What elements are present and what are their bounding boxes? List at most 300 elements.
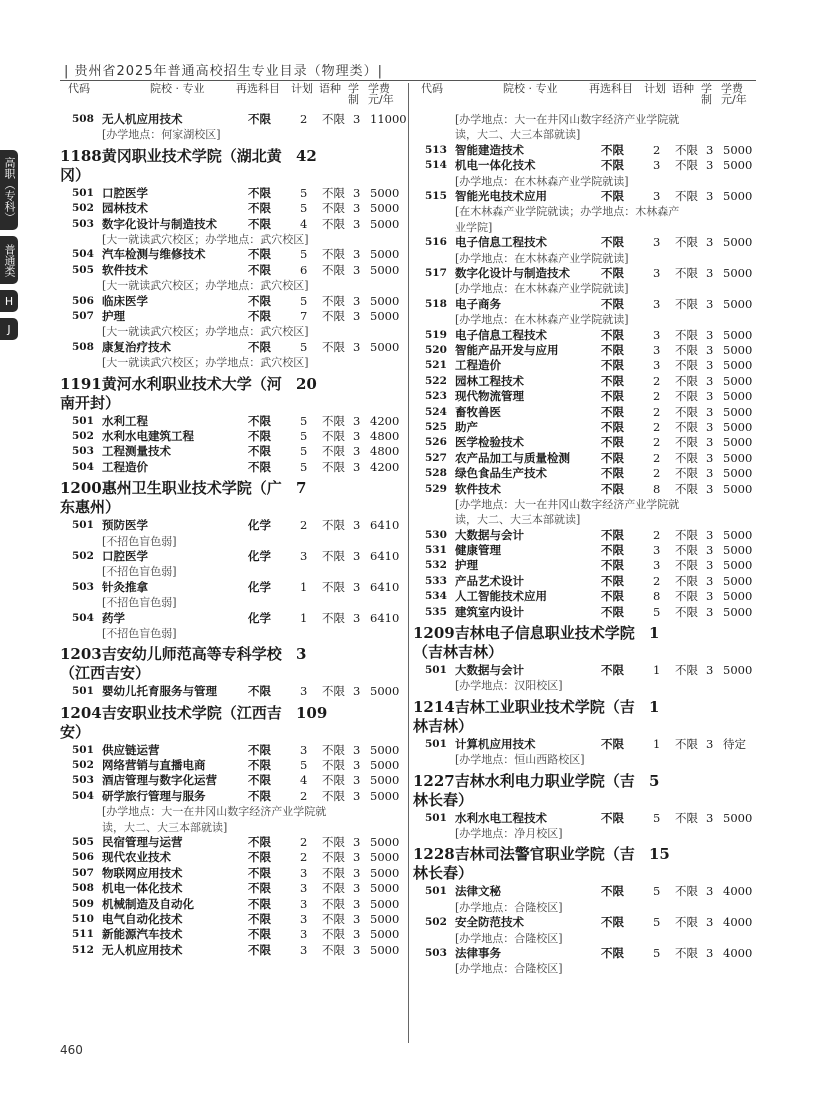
school-title bbox=[413, 845, 643, 883]
subject-requirement: 不限 bbox=[601, 604, 624, 619]
subject-requirement: 不限 bbox=[248, 850, 271, 865]
plan-count: 1 bbox=[653, 663, 661, 678]
major-note: [在木林森产业学院就读；办学地点：木林森产业学院] bbox=[455, 205, 680, 234]
years-of-study: 3 bbox=[353, 773, 361, 788]
school-plan: 20 bbox=[296, 374, 317, 393]
tuition-fee: 5000 bbox=[723, 663, 753, 678]
plan-count: 2 bbox=[653, 404, 661, 419]
major-name: 护理 bbox=[455, 558, 478, 573]
language: 不限 bbox=[675, 915, 698, 930]
major-note: [大一就读武穴校区；办学地点：武穴校区] bbox=[102, 356, 309, 370]
years-of-study: 3 bbox=[706, 266, 714, 280]
tuition-fee: 5000 bbox=[370, 942, 400, 957]
major-note: [办学地点：在木林森产业学院就读] bbox=[455, 313, 629, 327]
tuition-fee: 5000 bbox=[723, 296, 753, 311]
major-code: 506 bbox=[72, 294, 94, 307]
language: 不限 bbox=[322, 927, 345, 942]
school-plan: 1 bbox=[649, 697, 660, 716]
table-row bbox=[413, 558, 758, 573]
subject-requirement: 化学 bbox=[248, 579, 271, 594]
subject-requirement: 不限 bbox=[601, 189, 624, 203]
language: 不限 bbox=[675, 296, 698, 311]
language: 不限 bbox=[675, 235, 698, 250]
tuition-fee: 5000 bbox=[370, 308, 400, 323]
major-name: 针灸推拿 bbox=[102, 579, 148, 594]
major-code: 525 bbox=[425, 420, 447, 433]
plan-count: 3 bbox=[300, 927, 308, 942]
plan-count: 2 bbox=[653, 373, 661, 388]
school-code: 1228 bbox=[413, 845, 455, 864]
tuition-fee: 5000 bbox=[723, 404, 753, 419]
plan-count: 3 bbox=[653, 558, 661, 573]
plan-count: 3 bbox=[653, 158, 661, 173]
subject-requirement: 不限 bbox=[248, 773, 271, 788]
subject-requirement: 不限 bbox=[601, 358, 624, 373]
table-row bbox=[413, 297, 758, 312]
language: 不限 bbox=[322, 773, 345, 788]
table-row bbox=[60, 247, 405, 262]
major-note: [大一就读武穴校区；办学地点：武穴校区] bbox=[102, 325, 309, 339]
tuition-fee: 5000 bbox=[723, 604, 753, 619]
major-note: [办学地点：大一在井冈山数字经济产业学院就读，大二、大三本部就读] bbox=[455, 497, 680, 527]
language: 不限 bbox=[675, 342, 698, 357]
school-heading bbox=[60, 479, 405, 517]
school-plan: 7 bbox=[296, 479, 307, 498]
years-of-study: 3 bbox=[353, 835, 361, 850]
language: 不限 bbox=[322, 518, 345, 533]
subject-requirement: 不限 bbox=[248, 758, 271, 773]
subject-requirement: 不限 bbox=[601, 663, 624, 678]
major-name: 农产品加工与质量检测 bbox=[455, 450, 570, 465]
language: 不限 bbox=[322, 850, 345, 865]
plan-count: 2 bbox=[653, 389, 661, 404]
major-code: 523 bbox=[425, 390, 447, 403]
col-major: 院校 · 专业 bbox=[150, 82, 205, 95]
tuition-fee: 5000 bbox=[723, 142, 753, 157]
school-plan: 1 bbox=[649, 624, 660, 643]
years-of-study: 3 bbox=[353, 548, 361, 563]
col-plan: 计划 bbox=[291, 82, 313, 95]
plan-count: 3 bbox=[653, 342, 661, 357]
years-of-study: 3 bbox=[353, 610, 361, 625]
tuition-fee: 5000 bbox=[723, 419, 753, 434]
school-heading bbox=[413, 772, 758, 810]
table-row bbox=[413, 143, 758, 158]
major-code: 508 bbox=[72, 340, 94, 353]
school-plan: 109 bbox=[296, 703, 328, 722]
major-code: 503 bbox=[72, 580, 94, 593]
col-years: 学制 bbox=[348, 82, 359, 106]
years-of-study: 3 bbox=[353, 758, 361, 773]
major-note: [大一就读武穴校区；办学地点：武穴校区] bbox=[102, 279, 309, 293]
major-name: 水利水电建筑工程 bbox=[102, 428, 194, 443]
side-tab-letter-j: J bbox=[0, 318, 18, 340]
language: 不限 bbox=[675, 573, 698, 588]
major-name: 电子商务 bbox=[455, 296, 501, 311]
tuition-fee: 5000 bbox=[370, 684, 400, 699]
table-row bbox=[413, 915, 758, 930]
school-heading bbox=[413, 845, 758, 883]
table-row bbox=[60, 518, 405, 533]
major-code: 501 bbox=[425, 885, 447, 898]
side-tab-category: 普通类 bbox=[0, 236, 18, 284]
major-code: 506 bbox=[72, 851, 94, 864]
years-of-study: 3 bbox=[706, 404, 714, 419]
table-row bbox=[413, 343, 758, 358]
tuition-fee: 5000 bbox=[370, 339, 400, 354]
years-of-study: 3 bbox=[706, 663, 714, 678]
major-code: 501 bbox=[425, 811, 447, 824]
major-name: 产品艺术设计 bbox=[455, 573, 524, 588]
header-rule bbox=[60, 80, 756, 81]
plan-count: 2 bbox=[300, 112, 308, 126]
years-of-study: 3 bbox=[353, 850, 361, 865]
years-of-study: 3 bbox=[353, 112, 361, 126]
subject-requirement: 不限 bbox=[601, 435, 624, 450]
language: 不限 bbox=[322, 912, 345, 927]
table-row bbox=[60, 217, 405, 232]
subject-requirement: 不限 bbox=[601, 235, 624, 250]
major-name: 护理 bbox=[102, 308, 125, 323]
school-plan: 15 bbox=[649, 845, 670, 864]
years-of-study: 3 bbox=[706, 327, 714, 342]
tuition-fee: 5000 bbox=[370, 773, 400, 788]
plan-count: 5 bbox=[300, 428, 308, 443]
tuition-fee: 5000 bbox=[723, 543, 753, 558]
plan-count: 5 bbox=[300, 339, 308, 354]
subject-requirement: 不限 bbox=[601, 810, 624, 825]
years-of-study: 3 bbox=[353, 518, 361, 533]
table-row bbox=[413, 389, 758, 404]
major-name: 药学 bbox=[102, 610, 125, 625]
table-row bbox=[413, 482, 758, 497]
language: 不限 bbox=[322, 579, 345, 594]
tuition-fee: 5000 bbox=[370, 835, 400, 850]
years-of-study: 3 bbox=[353, 339, 361, 354]
major-note: [办学地点：合隆校区] bbox=[455, 900, 563, 914]
tuition-fee: 5000 bbox=[723, 327, 753, 342]
subject-requirement: 不限 bbox=[601, 296, 624, 311]
years-of-study: 3 bbox=[353, 216, 361, 231]
col-code: 代码 bbox=[421, 82, 443, 95]
years-of-study: 3 bbox=[706, 435, 714, 450]
major-code: 526 bbox=[425, 436, 447, 449]
subject-requirement: 不限 bbox=[248, 896, 271, 911]
plan-count: 5 bbox=[300, 201, 308, 216]
table-row bbox=[413, 884, 758, 899]
major-name: 建筑室内设计 bbox=[455, 604, 524, 619]
major-code: 502 bbox=[72, 549, 94, 562]
major-name: 大数据与会计 bbox=[455, 527, 524, 542]
major-name: 工程造价 bbox=[102, 459, 148, 474]
major-code: 519 bbox=[425, 328, 447, 341]
subject-requirement: 不限 bbox=[601, 389, 624, 404]
plan-count: 1 bbox=[300, 610, 308, 625]
school-heading bbox=[413, 698, 758, 736]
subject-requirement: 不限 bbox=[248, 865, 271, 880]
language: 不限 bbox=[675, 327, 698, 342]
language: 不限 bbox=[675, 884, 698, 899]
major-name: 软件技术 bbox=[455, 481, 501, 496]
subject-requirement: 不限 bbox=[601, 558, 624, 573]
subject-requirement: 不限 bbox=[248, 835, 271, 850]
language: 不限 bbox=[675, 142, 698, 157]
school-code: 1203 bbox=[60, 645, 102, 664]
major-name: 康复治疗技术 bbox=[102, 339, 171, 354]
language: 不限 bbox=[675, 589, 698, 604]
tuition-fee: 5000 bbox=[723, 466, 753, 481]
major-note: [办学地点：恒山西路校区] bbox=[455, 753, 585, 767]
table-row bbox=[60, 866, 405, 881]
subject-requirement: 不限 bbox=[248, 428, 271, 443]
years-of-study: 3 bbox=[706, 736, 714, 751]
major-code: 502 bbox=[72, 759, 94, 772]
column-header-right bbox=[413, 83, 758, 105]
major-name: 大数据与会计 bbox=[455, 663, 524, 678]
side-tab-level: 高职（专科） bbox=[0, 150, 18, 230]
major-code: 522 bbox=[425, 374, 447, 387]
table-row bbox=[60, 773, 405, 788]
major-name: 水利工程 bbox=[102, 413, 148, 428]
major-code: 517 bbox=[425, 267, 447, 279]
plan-count: 5 bbox=[300, 413, 308, 428]
language: 不限 bbox=[675, 419, 698, 434]
school-heading bbox=[413, 624, 758, 662]
school-code: 1200 bbox=[60, 479, 102, 498]
column-divider bbox=[408, 83, 409, 1043]
table-row bbox=[60, 912, 405, 927]
major-code: 528 bbox=[425, 467, 447, 480]
major-code: 514 bbox=[425, 159, 447, 172]
major-code: 530 bbox=[425, 528, 447, 541]
school-code: 1188 bbox=[60, 146, 102, 165]
tuition-fee: 5000 bbox=[723, 527, 753, 542]
subject-requirement: 不限 bbox=[248, 247, 271, 262]
plan-count: 6 bbox=[300, 262, 308, 277]
language: 不限 bbox=[322, 428, 345, 443]
subject-requirement: 不限 bbox=[601, 466, 624, 481]
table-row bbox=[413, 543, 758, 558]
tuition-fee: 6410 bbox=[370, 610, 400, 625]
major-code: 518 bbox=[425, 297, 447, 310]
school-title bbox=[413, 624, 643, 662]
plan-count: 3 bbox=[300, 865, 308, 880]
table-row bbox=[413, 466, 758, 481]
major-name: 口腔医学 bbox=[102, 185, 148, 200]
major-note: [办学地点：合隆校区] bbox=[455, 962, 563, 976]
table-row bbox=[60, 943, 405, 958]
language: 不限 bbox=[322, 610, 345, 625]
language: 不限 bbox=[675, 450, 698, 465]
school-name: 吉林水利电力职业学院（吉林长春） bbox=[413, 771, 635, 809]
major-name: 医学检验技术 bbox=[455, 435, 524, 450]
years-of-study: 3 bbox=[353, 865, 361, 880]
plan-count: 3 bbox=[653, 543, 661, 558]
major-name: 机电一体化技术 bbox=[102, 881, 183, 896]
years-of-study: 3 bbox=[353, 293, 361, 308]
table-row bbox=[60, 549, 405, 564]
tuition-fee: 5000 bbox=[723, 389, 753, 404]
years-of-study: 3 bbox=[353, 684, 361, 699]
subject-requirement: 不限 bbox=[601, 481, 624, 496]
column-header-left bbox=[60, 83, 405, 105]
col-plan: 计划 bbox=[644, 82, 666, 95]
tuition-fee: 5000 bbox=[370, 927, 400, 942]
years-of-study: 3 bbox=[706, 946, 714, 961]
tuition-fee: 5000 bbox=[723, 435, 753, 450]
years-of-study: 3 bbox=[706, 573, 714, 588]
tuition-fee: 5000 bbox=[723, 589, 753, 604]
subject-requirement: 不限 bbox=[601, 736, 624, 751]
plan-count: 3 bbox=[300, 881, 308, 896]
major-code: 507 bbox=[72, 309, 94, 322]
language: 不限 bbox=[322, 112, 345, 126]
language: 不限 bbox=[322, 788, 345, 803]
left-column bbox=[60, 112, 405, 958]
plan-count: 8 bbox=[653, 589, 661, 604]
school-title bbox=[60, 375, 290, 413]
major-code: 508 bbox=[72, 113, 94, 125]
language: 不限 bbox=[322, 742, 345, 757]
table-row bbox=[60, 927, 405, 942]
plan-count: 5 bbox=[300, 185, 308, 200]
major-name: 电气自动化技术 bbox=[102, 912, 183, 927]
major-code: 503 bbox=[72, 445, 94, 458]
major-name: 助产 bbox=[455, 419, 478, 434]
major-code: 503 bbox=[72, 217, 94, 230]
major-code: 511 bbox=[72, 928, 94, 941]
major-name: 现代物流管理 bbox=[455, 389, 524, 404]
major-name: 智能建造技术 bbox=[455, 142, 524, 157]
subject-requirement: 不限 bbox=[601, 884, 624, 899]
language: 不限 bbox=[322, 293, 345, 308]
subject-requirement: 不限 bbox=[601, 543, 624, 558]
language: 不限 bbox=[322, 548, 345, 563]
side-tab-letter-h: H bbox=[0, 290, 18, 312]
page-number: 460 bbox=[60, 1043, 83, 1057]
table-row bbox=[60, 429, 405, 444]
subject-requirement: 不限 bbox=[601, 915, 624, 930]
years-of-study: 3 bbox=[353, 881, 361, 896]
years-of-study: 3 bbox=[706, 481, 714, 496]
school-name: 吉安职业技术学院（江西吉安） bbox=[60, 703, 282, 741]
plan-count: 3 bbox=[653, 358, 661, 373]
major-code: 527 bbox=[425, 451, 447, 464]
tuition-fee: 11000 bbox=[370, 112, 407, 126]
major-code: 501 bbox=[425, 664, 447, 677]
plan-count: 5 bbox=[653, 946, 661, 961]
right-column bbox=[413, 112, 758, 977]
table-row bbox=[413, 946, 758, 961]
major-name: 法律文秘 bbox=[455, 884, 501, 899]
language: 不限 bbox=[675, 946, 698, 961]
plan-count: 1 bbox=[300, 579, 308, 594]
plan-count: 3 bbox=[653, 327, 661, 342]
plan-count: 5 bbox=[653, 884, 661, 899]
years-of-study: 3 bbox=[706, 373, 714, 388]
plan-count: 3 bbox=[300, 684, 308, 699]
major-name: 口腔医学 bbox=[102, 548, 148, 563]
tuition-fee: 5000 bbox=[723, 266, 753, 280]
years-of-study: 3 bbox=[353, 912, 361, 927]
years-of-study: 3 bbox=[706, 543, 714, 558]
subject-requirement: 不限 bbox=[248, 413, 271, 428]
subject-requirement: 不限 bbox=[248, 444, 271, 459]
subject-requirement: 不限 bbox=[248, 216, 271, 231]
major-name: 智能产品开发与应用 bbox=[455, 342, 559, 357]
major-name: 供应链运营 bbox=[102, 742, 160, 757]
table-row bbox=[413, 405, 758, 420]
major-code: 501 bbox=[72, 743, 94, 756]
tuition-fee: 5000 bbox=[370, 742, 400, 757]
language: 不限 bbox=[322, 758, 345, 773]
language: 不限 bbox=[675, 527, 698, 542]
years-of-study: 3 bbox=[706, 558, 714, 573]
tuition-fee: 4000 bbox=[723, 946, 753, 961]
major-name: 物联网应用技术 bbox=[102, 865, 183, 880]
plan-count: 5 bbox=[300, 459, 308, 474]
language: 不限 bbox=[675, 604, 698, 619]
subject-requirement: 不限 bbox=[248, 684, 271, 699]
col-code: 代码 bbox=[68, 82, 90, 95]
major-note: [办学地点：大一在井冈山数字经济产业学院就读，大二、大三本部就读] bbox=[455, 113, 680, 142]
subject-requirement: 化学 bbox=[248, 518, 271, 533]
subject-requirement: 不限 bbox=[601, 527, 624, 542]
plan-count: 7 bbox=[300, 308, 308, 323]
years-of-study: 3 bbox=[706, 466, 714, 481]
major-name: 软件技术 bbox=[102, 262, 148, 277]
subject-requirement: 化学 bbox=[248, 610, 271, 625]
major-code: 505 bbox=[72, 263, 94, 276]
school-name: 吉林工业职业技术学院（吉林吉林） bbox=[413, 697, 635, 735]
subject-requirement: 不限 bbox=[248, 881, 271, 896]
major-note: [办学地点：在木林森产业学院就读] bbox=[455, 174, 629, 188]
years-of-study: 3 bbox=[706, 342, 714, 357]
table-row bbox=[413, 435, 758, 450]
table-row bbox=[413, 589, 758, 604]
school-code: 1227 bbox=[413, 771, 455, 790]
major-code: 516 bbox=[425, 236, 447, 249]
major-name: 数字化设计与制造技术 bbox=[102, 216, 217, 231]
plan-count: 5 bbox=[653, 810, 661, 825]
tuition-fee: 5000 bbox=[370, 201, 400, 216]
school-heading bbox=[60, 704, 405, 742]
subject-requirement: 不限 bbox=[248, 942, 271, 957]
language: 不限 bbox=[322, 247, 345, 262]
years-of-study: 3 bbox=[706, 450, 714, 465]
col-lang: 语种 bbox=[672, 82, 694, 95]
school-code: 1204 bbox=[60, 703, 102, 722]
school-title bbox=[413, 772, 643, 810]
col-fee: 学费元/年 bbox=[368, 82, 394, 106]
major-name: 法律事务 bbox=[455, 946, 501, 961]
major-name: 汽车检测与维修技术 bbox=[102, 247, 206, 262]
major-code: 502 bbox=[72, 429, 94, 442]
major-code: 520 bbox=[425, 343, 447, 356]
major-name: 婴幼儿托育服务与管理 bbox=[102, 684, 217, 699]
years-of-study: 3 bbox=[706, 389, 714, 404]
language: 不限 bbox=[675, 481, 698, 496]
school-title bbox=[60, 147, 290, 185]
table-row bbox=[60, 897, 405, 912]
language: 不限 bbox=[322, 896, 345, 911]
plan-count: 3 bbox=[653, 235, 661, 250]
language: 不限 bbox=[322, 262, 345, 277]
tuition-fee: 6410 bbox=[370, 518, 400, 533]
tuition-fee: 5000 bbox=[370, 185, 400, 200]
table-row bbox=[60, 580, 405, 595]
major-note: [办学地点：净月校区] bbox=[455, 827, 563, 841]
